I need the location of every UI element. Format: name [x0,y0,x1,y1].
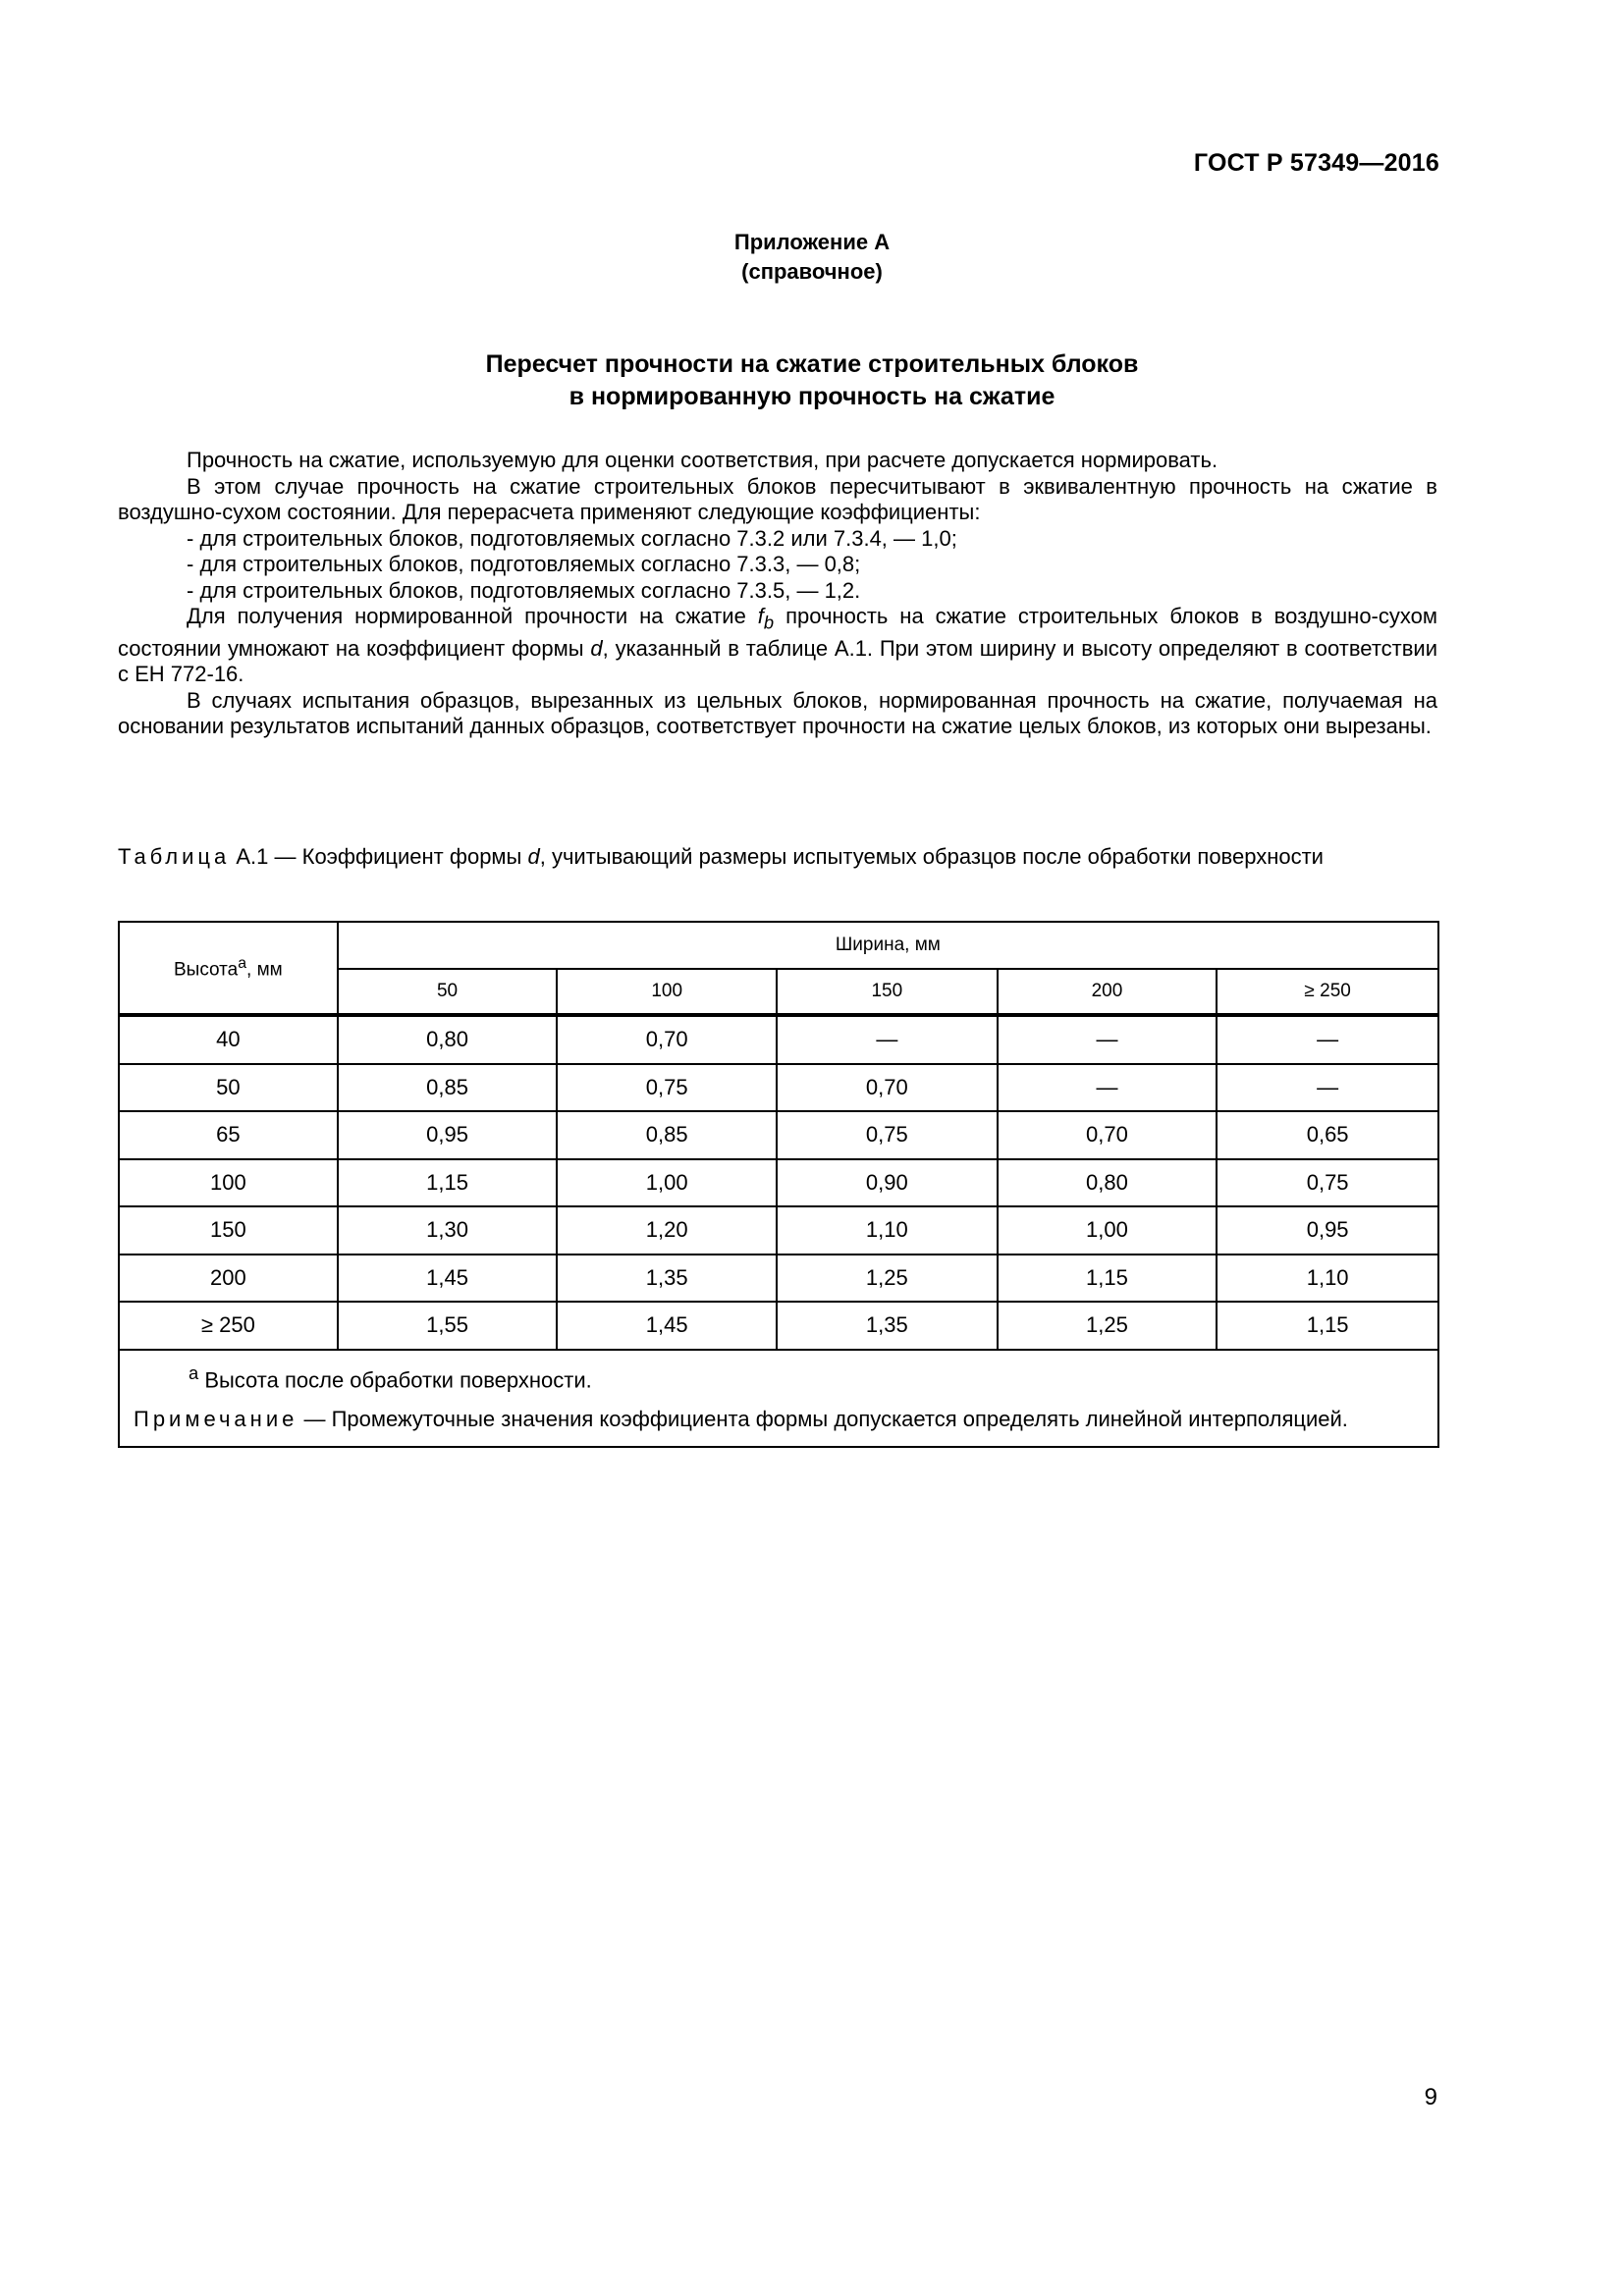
paragraph-4: В случаях испытания образцов, вырезанных из цельных блоков, нормированная прочность на сжатие, получаемая на основании результатов испытаний данных образцов, соответствует прочности на сжатие целых блоков, из которых они вырезаны. [118,687,1437,739]
value-cell: 1,55 [338,1302,558,1350]
value-cell: — [1217,1064,1438,1112]
height-cell: 150 [119,1206,338,1255]
appendix-title: Приложение А [733,230,891,254]
value-cell: — [1217,1015,1438,1064]
appendix-heading [0,228,1624,287]
list-item: - для строительных блоков, подготовляемых согласно 7.3.5, — 1,2. [187,577,861,603]
page-number: 9 [1424,2084,1437,2110]
value-cell: 1,15 [338,1159,558,1207]
footnote-text: Высота после обработки поверхности. [198,1366,592,1392]
value-cell: 1,15 [998,1255,1218,1303]
value-cell: 1,00 [557,1159,777,1207]
value-cell: 1,35 [557,1255,777,1303]
value-cell: 0,80 [338,1015,558,1064]
value-cell: — [998,1064,1218,1112]
table-footer-row [119,1350,1438,1447]
paragraph-3-part: , указанный в таблице А.1. При этом ширину и высоту определяют в соответствии с ЕН 772-16. [118,635,1437,687]
note-text: — Промежуточные значения коэффициента формы допускается определять линейной интерполяцией. [298,1406,1348,1431]
height-cell: 40 [119,1015,338,1064]
paragraph-3 [118,604,1437,688]
table-row [119,1255,1438,1303]
paragraph-3-part: прочность на сжатие строительных блоков в воздушно-сухом состоянии умножают на коэффициент формы [118,604,1437,661]
value-cell: 1,45 [338,1255,558,1303]
value-cell: — [777,1015,998,1064]
value-cell: 1,20 [557,1206,777,1255]
note-label: Примечание [134,1406,298,1431]
table-footnote [134,1361,1424,1393]
value-cell: 0,80 [998,1159,1218,1207]
symbol-d: d [590,635,603,661]
value-cell: 0,75 [557,1064,777,1112]
value-cell: — [998,1015,1218,1064]
width-column-header: 100 [557,969,777,1015]
value-cell: 0,85 [557,1111,777,1159]
value-cell: 0,85 [338,1064,558,1112]
height-cell: 100 [119,1159,338,1207]
table-footer [119,1350,1438,1447]
body-text [118,448,1437,740]
table-row [119,1206,1438,1255]
value-cell: 1,00 [998,1206,1218,1255]
height-header [119,922,338,1015]
value-cell: 0,75 [777,1111,998,1159]
table-row [119,1111,1438,1159]
value-cell: 1,25 [777,1255,998,1303]
table-caption-part: А.1 — Коэффициент формы [230,844,528,869]
list-item: - для строительных блоков, подготовляемых согласно 7.3.2 или 7.3.4, — 1,0; [187,525,957,551]
value-cell: 0,70 [777,1064,998,1112]
table-caption [118,844,1437,870]
value-cell: 0,95 [1217,1206,1438,1255]
symbol-subscript-b: b [763,612,775,633]
value-cell: 1,15 [1217,1302,1438,1350]
footnote-mark: а [189,1362,199,1383]
value-cell: 1,35 [777,1302,998,1350]
height-cell: 200 [119,1255,338,1303]
value-cell: 0,95 [338,1111,558,1159]
value-cell: 1,30 [338,1206,558,1255]
table-caption-part: , учитывающий размеры испытуемых образцов после обработки поверхности [539,844,1324,869]
symbol-d: d [527,844,540,869]
value-cell: 0,70 [998,1111,1218,1159]
width-column-header: ≥ 250 [1217,969,1438,1015]
table-row [119,1015,1438,1064]
footnote-ref: а [238,954,247,972]
width-column-header: 50 [338,969,558,1015]
value-cell: 0,65 [1217,1111,1438,1159]
section-title [0,348,1624,413]
table-row [119,1302,1438,1350]
table-header-row [119,922,1438,969]
height-cell: ≥ 250 [119,1302,338,1350]
value-cell: 1,10 [777,1206,998,1255]
paragraph-1: Прочность на сжатие, используемую для оценки соответствия, при расчете допускается нормировать. [187,448,1218,472]
table-note [134,1407,1424,1432]
shape-coefficient-table [118,921,1439,1448]
width-header: Ширина, мм [338,922,1438,969]
width-column-header: 200 [998,969,1218,1015]
section-title-line-2: в нормированную прочность на сжатие [568,383,1056,410]
document-code: ГОСТ Р 57349—2016 [1193,149,1439,177]
width-column-header: 150 [777,969,998,1015]
height-cell: 65 [119,1111,338,1159]
height-cell: 50 [119,1064,338,1112]
value-cell: 0,90 [777,1159,998,1207]
value-cell: 1,45 [557,1302,777,1350]
symbol-f: f [757,604,764,628]
table-row [119,1159,1438,1207]
value-cell: 0,70 [557,1015,777,1064]
list-item: - для строительных блоков, подготовляемых согласно 7.3.3, — 0,8; [187,552,861,576]
table-caption-label: Таблица [118,844,231,869]
value-cell: 1,10 [1217,1255,1438,1303]
paragraph-3-part: Для получения нормированной прочности на сжатие [187,604,758,628]
appendix-type: (справочное) [741,259,883,284]
value-cell: 0,75 [1217,1159,1438,1207]
paragraph-2: В этом случае прочность на сжатие строительных блоков пересчитывают в эквивалентную прочность на сжатие в воздушно-сухом состоянии. Для перерасчета применяют следующие коэффициенты: [118,473,1437,524]
height-header-unit: , мм [246,959,283,981]
value-cell: 1,25 [998,1302,1218,1350]
table-row [119,1064,1438,1112]
section-title-line-1: Пересчет прочности на сжатие строительных блоков [485,350,1139,378]
height-header-label: Высота [173,959,239,981]
